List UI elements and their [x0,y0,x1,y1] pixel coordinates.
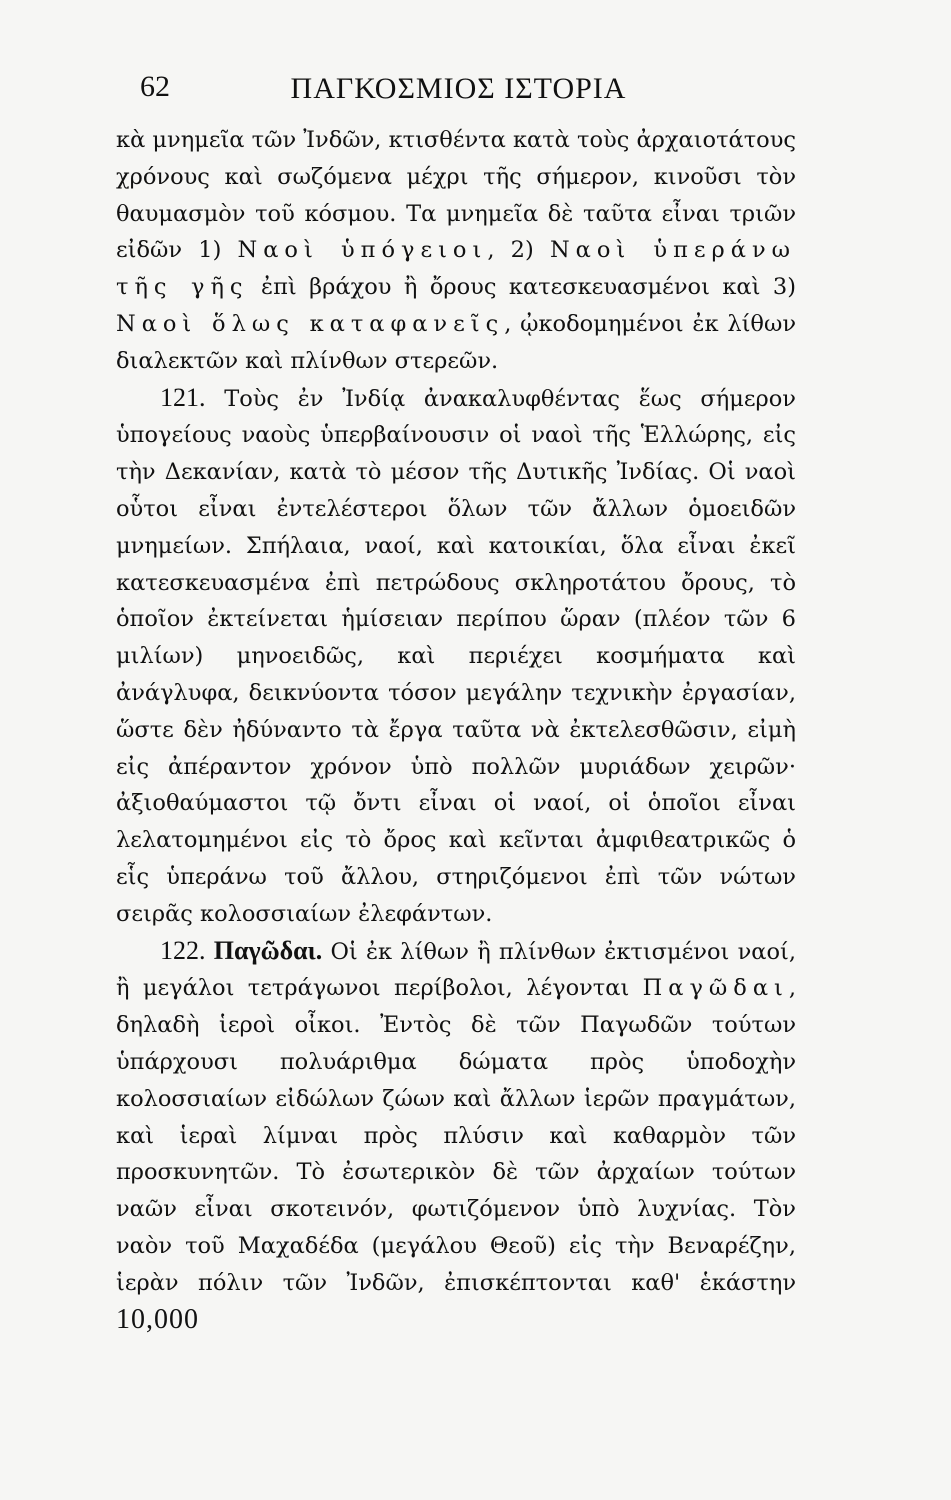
para1-text-2: , 2) [487,237,534,264]
para3-text-2: , δηλαδὴ ἱεροὶ οἶκοι. Ἐντὸς δὲ τῶν Παγωδῶν τούτων ὑπάρχουσι πολυάριθμα δώματα πρὸς ὑποδοχὴν κολοσσιαίων εἰδώλων ζώων καὶ ἄλλων ἱερῶν πραγμάτων, καὶ ἱεραὶ λίμναι πρὸς πλύσιν καὶ καθαρμὸν τῶν προσκυνητῶν. Τὸ ἐσωτερικὸν δὲ τῶν ἀρχαίων τούτων ναῶν εἶναι σκοτεινόν, φωτιζόμενον ὑπὸ λυχνίας. Τὸν ναὸν τοῦ Μαχαδέδα (μεγάλου Θεοῦ) εἰς τὴν Βεναρέζην, ἱερὰν πόλιν τῶν Ἰνδῶν, ἐπισκέπτονται καθ' ἑκάστην [116,975,796,1296]
section-number-122: 122. [160,935,206,965]
page-header [116,52,801,112]
para3-number-end: 10,000 [116,1303,199,1335]
para3-spaced-1: Παγῶδαι [642,975,789,1002]
section-title-pagodas: Παγῶδαι. [213,935,323,965]
para1-text-4: , ᾠκοδομημένοι ἐκ λίθων διαλεκτῶν καὶ πλίνθων στερεῶν. [116,310,796,374]
para1-spaced-3: Ναοὶ ὅλως καταφανεῖς [116,310,505,337]
para1-spaced-2: Ναοὶ ὑπεράνω τῆς γῆς [116,237,796,301]
para1-text-3: ἐπὶ βράχου ἢ ὄρους κατεσκευασμένοι καὶ 3) [248,274,796,301]
paragraph-temples-intro [116,122,796,380]
paragraph-121 [116,380,796,933]
para2-text: Τοὺς ἐν Ἰνδίᾳ ἀνακαλυφθέντας ἕως σήμερον ὑπογείους ναοὺς ὑπερβαίνουσιν οἱ ναοὶ τῆς Ἑλλώρης, εἰς τὴν Δεκανίαν, κατὰ τὸ μέσον τῆς Δυτικῆς Ἰνδίας. Οἱ ναοὶ οὗτοι εἶναι ἐντελέστεροι ὅλων τῶν ἄλλων ὁμοειδῶν μνημείων. Σπήλαια, ναοί, καὶ κατοικίαι, ὅλα εἶναι ἐκεῖ κατεσκευασμένα ἐπὶ πετρώδους σκληροτάτου ὄρους, τὸ ὁποῖον ἐκτείνεται ἡμίσειαν περίπου ὥραν (πλέον τῶν 6 μιλίων) μηνοειδῶς, καὶ περιέχει κοσμήματα καὶ ἀνάγλυφα, δεικνύοντα τόσον μεγάλην τεχνικὴν ἐργασίαν, ὥστε δὲν ἠδύναντο τὰ ἔργα ταῦτα νὰ ἐκτελεσθῶσιν, εἰμὴ εἰς ἀπέραντον χρόνον ὑπὸ πολλῶν μυριάδων χειρῶν· ἀξιοθαύμαστοι τῷ ὄντι εἶναι οἱ ναοί, οἱ ὁποῖοι εἶναι λελατομημένοι εἰς τὸ ὄρος καὶ κεῖνται ἀμφιθεατρικῶς ὁ εἷς ὑπεράνω τοῦ ἄλλου, στηριζόμενοι ἐπὶ τῶν νώτων σειρᾶς κολοσσιαίων ἐλεφάντων. [116,385,796,927]
body-text [116,122,796,1339]
page-number: 62 [140,70,170,103]
para1-text-1: κὰ μνημεῖα τῶν Ἰνδῶν, κτισθέντα κατὰ τοὺς ἀρχαιοτάτους χρόνους καὶ σωζόμενα μέχρι τῆς σήμερον, κινοῦσι τὸν θαυμασμὸν τοῦ κόσμου. Τα μνημεῖα δὲ ταῦτα εἶναι τριῶν εἰδῶν 1) [116,127,796,264]
running-head: ΠΑΓΚΟΣΜΙΟΣ ΙΣΤΟΡΙΑ [290,72,627,105]
paragraph-122 [116,933,796,1340]
para3-text-1: Οἱ ἐκ λίθων ἢ πλίνθων ἐκτισμένοι ναοί, ἢ μεγάλοι τετράγωνοι περίβολοι, λέγονται [116,938,796,1002]
section-number-121: 121. [160,382,206,412]
para1-spaced-1: Ναοὶ ὑπόγειοι [237,237,488,264]
